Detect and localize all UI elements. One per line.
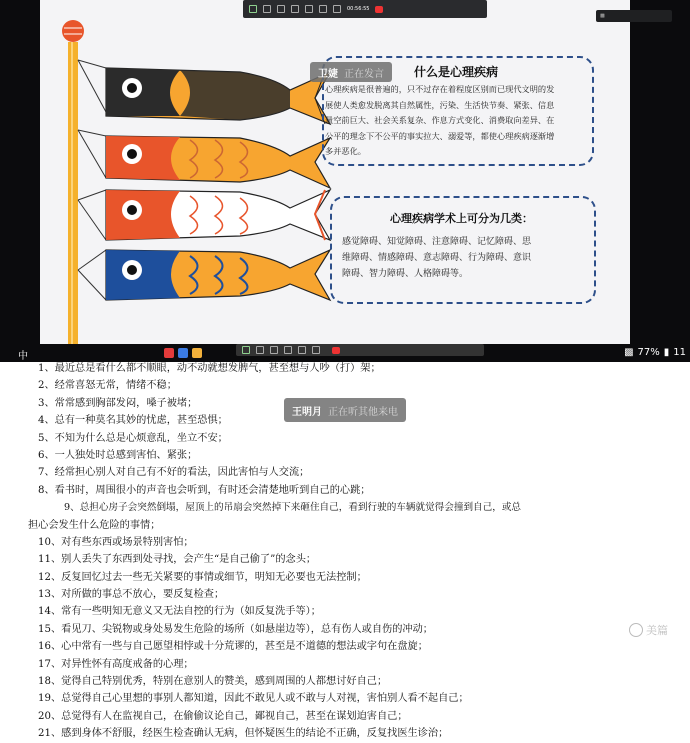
list-item: 3、常常感到胸部发闷，嗓子被堵； xyxy=(38,397,198,409)
list-item: 4、总有一种莫名其妙的忧虑，甚至恐惧； xyxy=(38,415,228,427)
participants-icon[interactable] xyxy=(284,346,292,354)
share-icon[interactable] xyxy=(298,346,306,354)
list-item: 16、心中常有一些与自己愿望相悖或十分荒谬的，甚至是不道德的想法或字句在盘旋； xyxy=(38,641,428,653)
list-item: 1、最近总是看什么都不顺眼，动不动就想发脾气，甚至想与人吵（打）架； xyxy=(38,363,381,374)
speaker-icon[interactable] xyxy=(256,346,264,354)
list-item: 8、看书时，周围很小的声音也会听到，有时还会清楚地听到自己的心跳； xyxy=(38,484,371,496)
watermark xyxy=(629,622,668,638)
meeting-toolbar xyxy=(243,0,487,18)
network-chip[interactable] xyxy=(596,10,672,22)
carrier-label: 中 xyxy=(18,351,28,362)
list-item: 12、反复回忆过去一些无关紧要的事情或细节，明知无必要也无法控制； xyxy=(38,571,367,583)
definition-line: 公平的理念下不公平的事实拉大、溺爱等，都使心理疾病逐渐增 xyxy=(325,130,555,141)
mic-icon[interactable] xyxy=(242,346,250,354)
categories-line: 维障碍、情感障碍、意志障碍、行为障碍、意识 xyxy=(342,253,532,263)
camera-icon[interactable] xyxy=(277,5,285,13)
list-item: 5、不知为什么总是心烦意乱，坐立不安； xyxy=(38,432,228,444)
more-icon[interactable] xyxy=(333,5,341,13)
categories-line: 障碍、智力障碍、人格障碍等。 xyxy=(342,269,469,279)
definition-title: 什么是心理疾病 xyxy=(414,65,499,79)
leave-meeting-button[interactable] xyxy=(375,6,383,13)
meeting-toolbar-bottom xyxy=(236,344,484,356)
fish-red xyxy=(106,136,330,188)
battery-level: 77% xyxy=(637,347,660,358)
definition-line: 量空前巨大、社会关系复杂、作息方式变化、消费取向差异、在 xyxy=(325,115,555,125)
signal-icon: ▩ xyxy=(600,13,605,19)
share-icon[interactable] xyxy=(305,5,313,13)
list-item: 6、一人独处时总感到害怕、紧张； xyxy=(38,449,198,461)
fish-black xyxy=(106,68,330,124)
list-item: 14、常有一些明知无意义又无法自控的行为（如反复洗手等）； xyxy=(38,606,321,618)
mic-icon[interactable] xyxy=(249,5,257,13)
presentation-slide xyxy=(40,0,630,344)
status-right xyxy=(624,347,686,358)
fish-red-small xyxy=(106,190,330,240)
definition-line: 展使人类愈发脱离其自然属性，污染、生活快节奏、紧张、信息 xyxy=(325,99,555,110)
notification-app-icon xyxy=(178,348,188,358)
active-speaker-tag xyxy=(284,398,406,422)
active-speaker-tag xyxy=(310,62,392,82)
signal-icon: ▩ xyxy=(624,347,634,358)
fish-blue xyxy=(106,250,330,300)
notification-icons xyxy=(164,348,202,358)
list-item: 18、觉得自己特别优秀，特别在意别人的赞美，感到周围的人都想讨好自己； xyxy=(38,676,388,688)
more-icon[interactable] xyxy=(312,346,320,354)
watermark-label: 美篇 xyxy=(646,624,668,637)
definition-line: 心理疾病是很普遍的，只不过存在着程度区别而已现代文明的发 xyxy=(325,84,555,94)
list-item: 20、总觉得有人在监视自己，在偷偷议论自己，鄙视自己，甚至在谋划迫害自己； xyxy=(38,710,408,722)
meeting-timer: 00:56:55 xyxy=(347,6,370,12)
speaker-status: 正在发言 xyxy=(344,68,384,80)
participants-icon[interactable] xyxy=(291,5,299,13)
battery-icon: ▮ xyxy=(663,347,670,358)
notification-app-icon xyxy=(192,348,202,358)
speaker-icon[interactable] xyxy=(263,5,271,13)
list-item: 17、对异性怀有高度戒备的心理； xyxy=(38,658,194,670)
definition-line: 多并恶化。 xyxy=(325,146,366,156)
leave-meeting-button[interactable] xyxy=(332,347,340,354)
speaker-status: 正在听其他来电 xyxy=(328,406,398,418)
list-item: 13、对所做的事总不放心，要反复检查； xyxy=(38,589,225,601)
chat-icon[interactable] xyxy=(319,5,327,13)
list-item: 9、总担心房子会突然倒塌，屋顶上的吊扇会突然掉下来砸住自己，看到行驶的车辆就觉得会撞到自己，或总 xyxy=(64,502,522,514)
list-item: 21、感到身体不舒服，经医生检查确认无病，但怀疑医生的结论不正确，反复找医生诊治； xyxy=(38,728,449,740)
categories-title: 心理疾病学术上可分为几类： xyxy=(390,212,533,225)
list-item: 2、经常喜怒无常，情绪不稳； xyxy=(38,380,177,392)
status-time: 11 xyxy=(673,347,686,358)
list-item: 7、经常担心别人对自己有不好的看法，因此害怕与人交流； xyxy=(38,467,310,479)
bottom-meeting-screenshot xyxy=(0,344,690,740)
list-item: 11、别人丢失了东西到处寻找，会产生“是自己偷了”的念头； xyxy=(38,554,317,566)
categories-text xyxy=(342,234,586,282)
koinobori-illustration xyxy=(40,0,340,344)
list-item: 10、对有些东西或场景特别害怕； xyxy=(38,536,194,548)
list-item-continuation: 担心会发生什么危险的事情； xyxy=(28,519,161,531)
list-item: 15、看见刀、尖锐物或身处易发生危险的场所（如悬崖边等），总有伤人或自伤的冲动； xyxy=(38,623,433,635)
categories-line: 感觉障碍、知觉障碍、注意障碍、记忆障碍、思 xyxy=(342,237,532,247)
watermark-icon xyxy=(629,623,643,637)
speaker-name: 王明月 xyxy=(292,406,322,418)
speaker-name: 卫婕 xyxy=(318,68,338,80)
top-meeting-screenshot xyxy=(0,0,690,344)
camera-icon[interactable] xyxy=(270,346,278,354)
definition-text xyxy=(325,82,589,160)
notification-app-icon xyxy=(164,348,174,358)
list-item: 19、总觉得自己心里想的事别人都知道，因此不敢见人或不敢与人对视，害怕别人看不起自己； xyxy=(38,693,469,705)
